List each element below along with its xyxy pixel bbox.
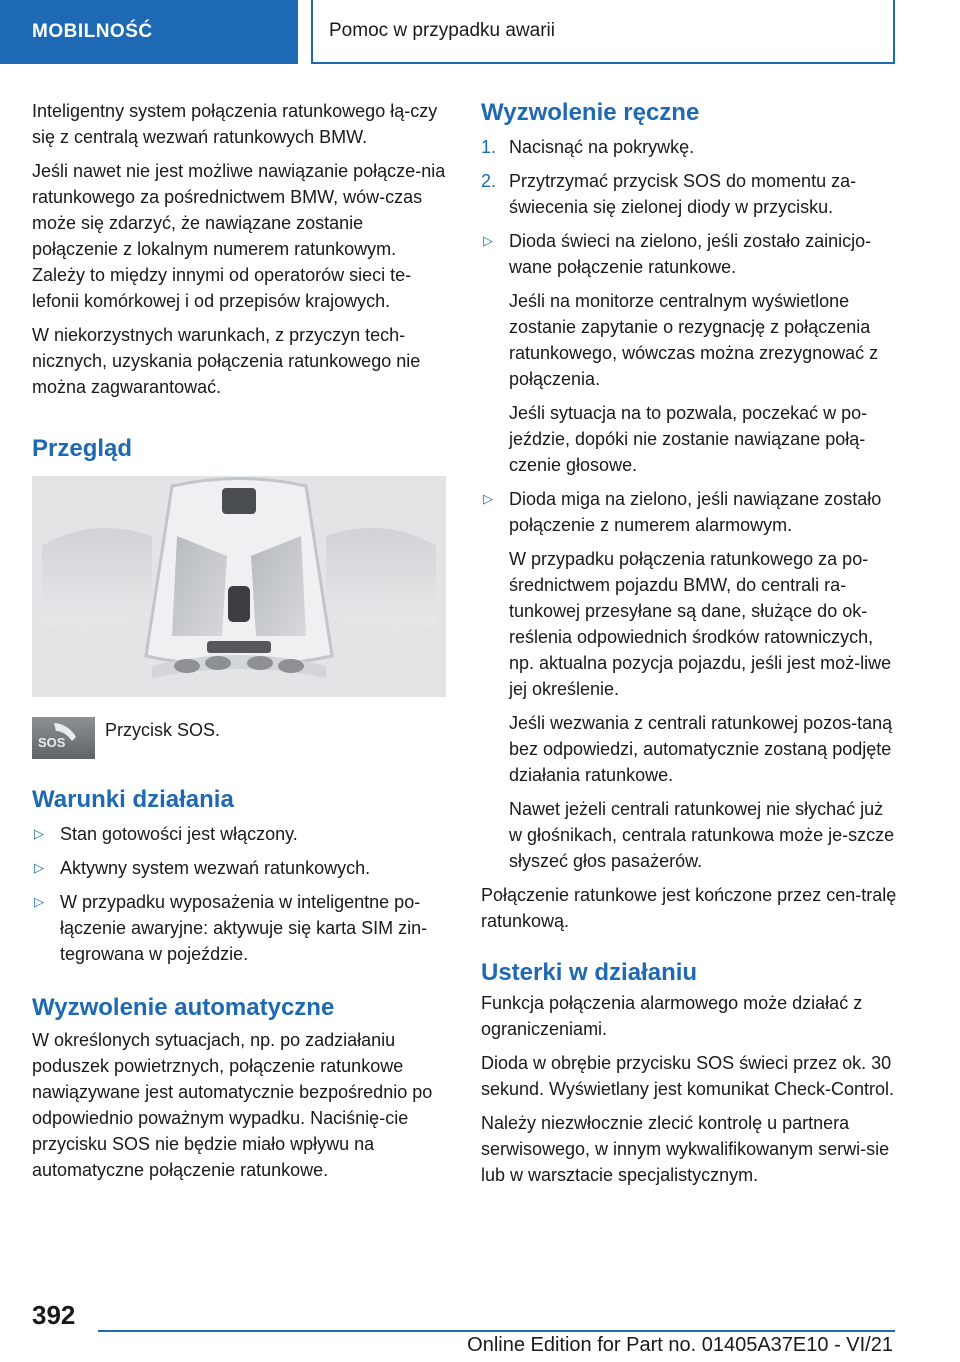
list-item bbox=[481, 228, 897, 478]
left-column bbox=[32, 98, 446, 1191]
result-text: Dioda świeci na zielono, jeśli zostało zainicjo-wane połączenie ratunkowe. bbox=[509, 231, 872, 277]
overhead-console-illustration bbox=[32, 476, 446, 697]
page-number: 392 bbox=[32, 1300, 76, 1330]
list-item bbox=[481, 486, 897, 874]
list-item: 2. Przytrzymać przycisk SOS do momentu za-świecenia się zielonej diody w przycisku. bbox=[481, 168, 897, 220]
result-subtext: Nawet jeżeli centrali ratunkowej nie słychać już w głośnikach, centrala ratunkowa może je-szcze słyszeć głos pasażerów. bbox=[509, 799, 895, 871]
faults-paragraph-3: Należy niezwłocznie zlecić kontrolę u partnera serwisowego, w innym wykwalifikowanym serwi-sie lub w warsztacie specjalistycznym. bbox=[481, 1113, 890, 1185]
steps-list bbox=[481, 134, 897, 874]
auto-paragraph: W określonych sytuacjach, np. po zadziałaniu poduszek powietrznych, połączenie ratunkowe nawiązywane jest automatycznie bezpośrednio po odpowiednio poważnym wypadku. Naciśnię-cie przycisku SOS nie będzie miało wpływu na automatyczne połączenie ratunkowe. bbox=[32, 1030, 433, 1180]
list-item: ▷ W przypadku wyposażenia w inteligentne po-łączenie awaryjne: aktywuje się karta SIM zin-tegrowana w pojeździe. bbox=[32, 889, 446, 967]
sos-icon-label: SOS bbox=[38, 735, 66, 750]
overview-heading: Przegląd bbox=[32, 435, 133, 462]
footer-edition: Online Edition for Part no. 01405A37E10 - VI/21 bbox=[467, 1334, 893, 1356]
triangle-right-icon: ▷ bbox=[34, 826, 44, 841]
triangle-right-icon: ▷ bbox=[483, 233, 493, 248]
intro-paragraph-1: Inteligentny system połączenia ratunkowego łą-czy się z centralą wezwań ratunkowych BMW. bbox=[32, 101, 438, 147]
list-item: 1. Nacisnąć na pokrywkę. bbox=[481, 134, 897, 160]
result-subtext: W przypadku połączenia ratunkowego za po-średnictwem pojazdu BMW, do centrali ra-tunkowej przesyłane są dane, służące do ok-reślenia odpowiednich środków ratowniczych, np. aktualna pozycja pojazdu, jeśli jest moż-liwe jej określenie. bbox=[509, 549, 892, 699]
result-text: Dioda miga na zielono, jeśli nawiązane zostało połączenie z numerem alarmowym. bbox=[509, 489, 882, 535]
end-paragraph: Połączenie ratunkowe jest kończone przez cen-tralę ratunkową. bbox=[481, 885, 897, 931]
sos-caption: Przycisk SOS. bbox=[105, 720, 221, 740]
sos-caption-row bbox=[32, 717, 446, 759]
triangle-right-icon: ▷ bbox=[34, 860, 44, 875]
footer-divider bbox=[98, 1330, 895, 1332]
header-section: MOBILNOŚĆ bbox=[0, 0, 298, 64]
triangle-right-icon: ▷ bbox=[483, 491, 493, 506]
faults-paragraph-2: Dioda w obrębie przycisku SOS świeci przez ok. 30 sekund. Wyświetlany jest komunikat Check-Control. bbox=[481, 1053, 894, 1099]
right-column bbox=[481, 98, 897, 1196]
list-item: ▷ Stan gotowości jest włączony. bbox=[32, 821, 446, 847]
overhead-console-photo bbox=[32, 476, 446, 697]
faults-paragraph-1: Funkcja połączenia alarmowego może działać z ograniczeniami. bbox=[481, 993, 863, 1039]
list-item: ▷ Aktywny system wezwań ratunkowych. bbox=[32, 855, 446, 881]
result-subtext: Jeśli wezwania z centrali ratunkowej pozos-taną bez odpowiedzi, automatycznie zostaną podjęte działania ratunkowe. bbox=[509, 713, 893, 785]
step-number: 2. bbox=[481, 171, 497, 191]
conditions-heading: Warunki działania bbox=[32, 786, 234, 813]
faults-heading: Usterki w działaniu bbox=[481, 959, 698, 986]
conditions-list bbox=[32, 821, 446, 967]
intro-paragraph-3: W niekorzystnych warunkach, z przyczyn tech-nicznych, uzyskania połączenia ratunkowego nie można zagwarantować. bbox=[32, 325, 421, 397]
intro-paragraph-2: Jeśli nawet nie jest możliwe nawiązanie połącze-nia ratunkowego za pośrednictwem BMW, wów-czas może się zdarzyć, że nawiązane zostanie połączenie z lokalnym numerem ratunkowym. Zależy to między innymi od operatorów sieci te-lefonii komórkowej i od przepisów krajowych. bbox=[32, 161, 446, 311]
manual-heading: Wyzwolenie ręczne bbox=[481, 99, 700, 126]
triangle-right-icon: ▷ bbox=[34, 894, 44, 909]
header-title: Pomoc w przypadku awarii bbox=[311, 0, 895, 64]
step-number: 1. bbox=[481, 137, 497, 157]
result-subtext: Jeśli sytuacja na to pozwala, poczekać w po-jeździe, dopóki nie zostanie nawiązane połą-czenie głosowe. bbox=[509, 403, 868, 475]
result-subtext: Jeśli na monitorze centralnym wyświetlone zostanie zapytanie o rezygnację z połączenia ratunkowego, wówczas można zrezygnować z połączenia. bbox=[509, 291, 879, 389]
sos-button-icon bbox=[32, 717, 95, 759]
auto-heading: Wyzwolenie automatyczne bbox=[32, 994, 335, 1021]
